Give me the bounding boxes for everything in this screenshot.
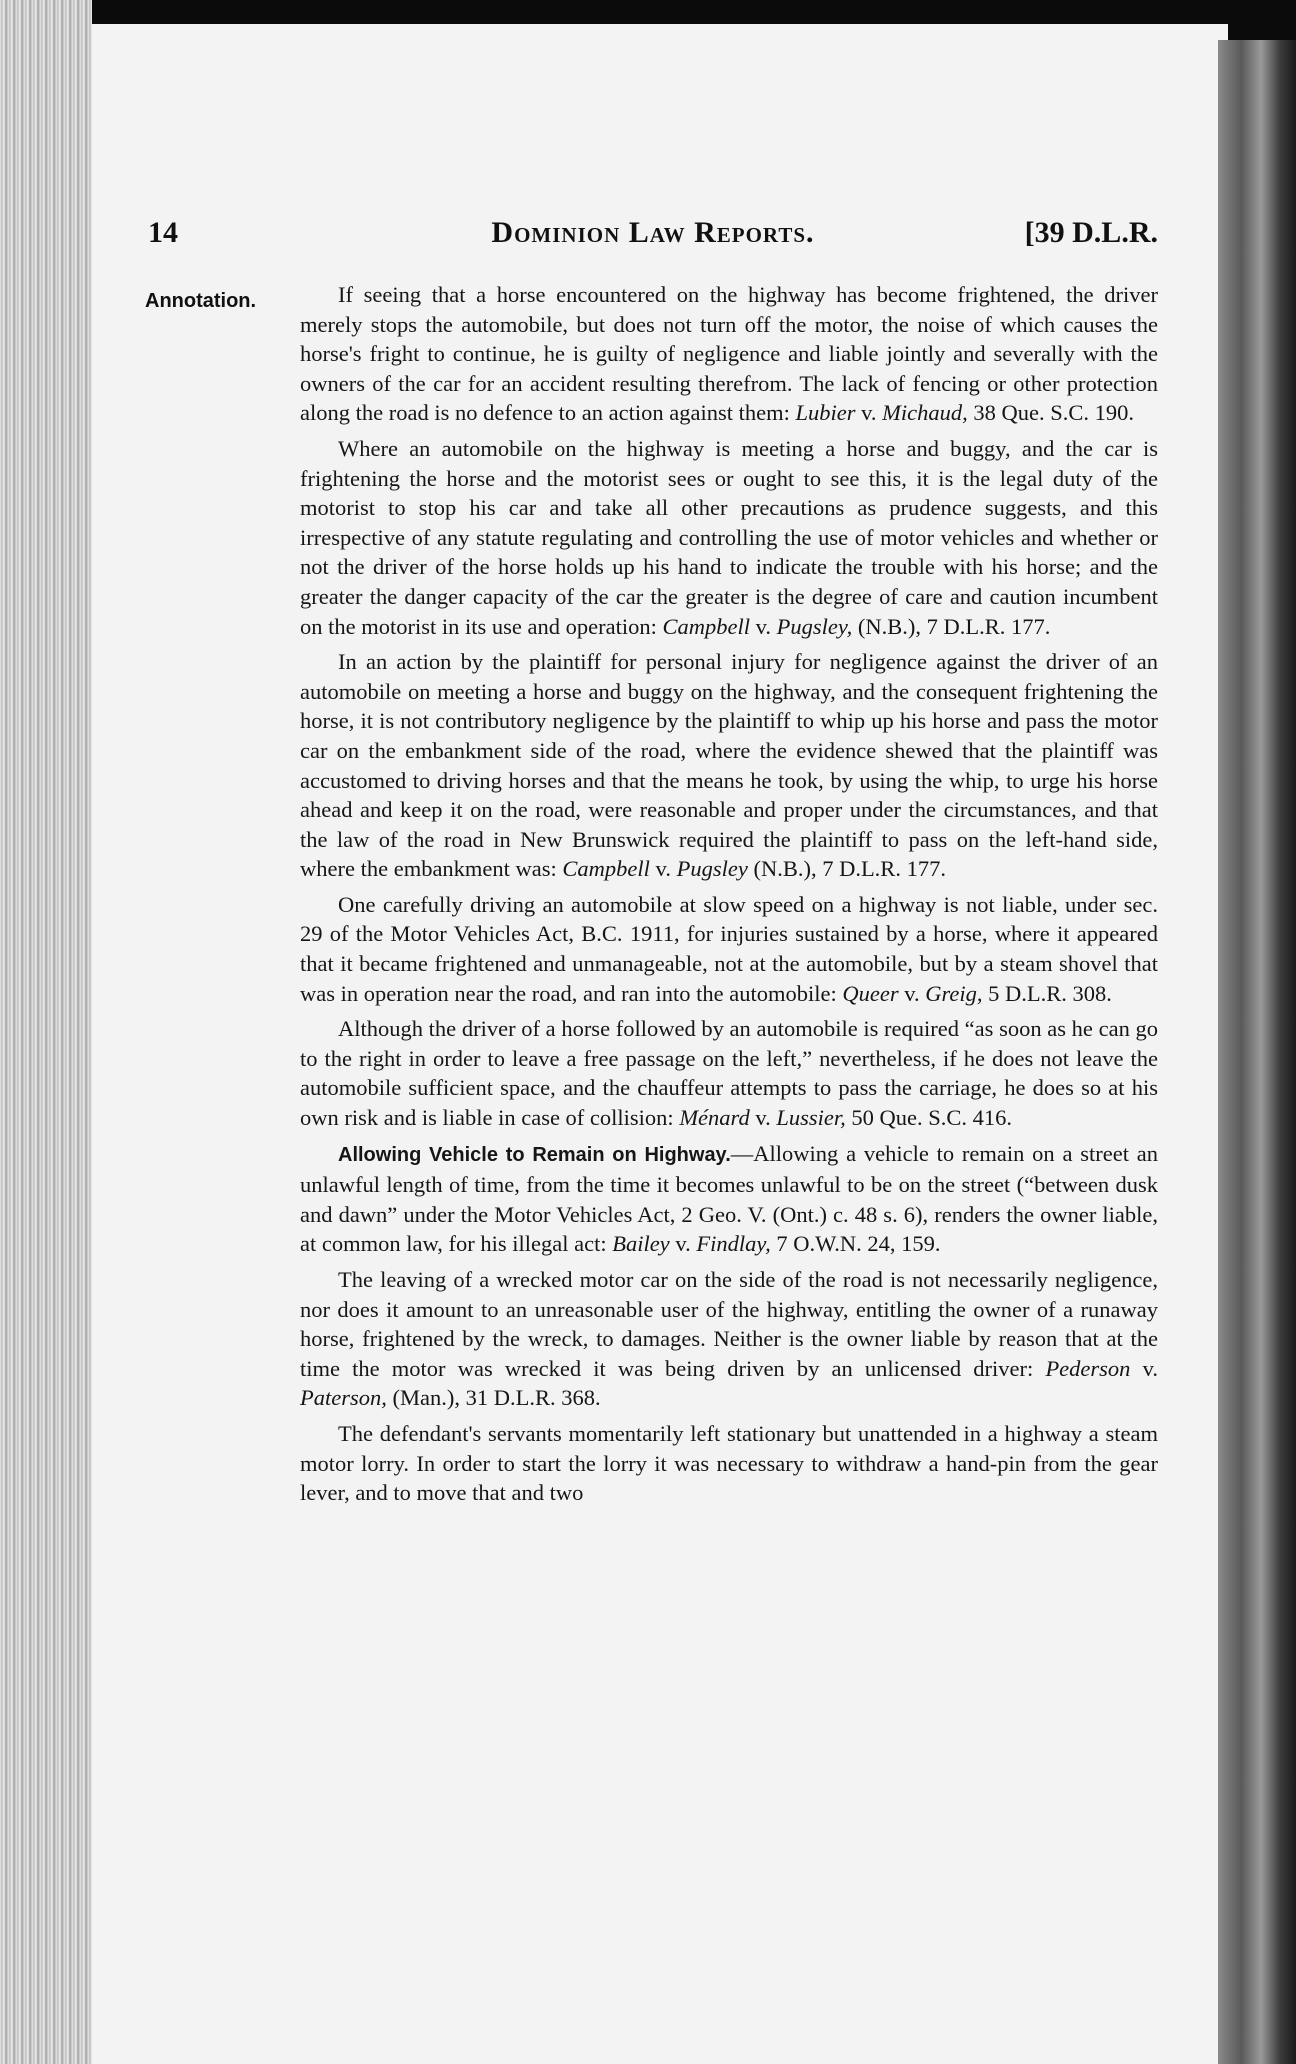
case-name: Lussier, xyxy=(776,1105,846,1131)
paragraph-text: 5 D.L.R. 308. xyxy=(982,980,1112,1006)
paragraph-text: The defendant's servants momentarily left stationary but unattended in a highway a steam motor lorry. In order to start the lorry it was necessary to withdraw a hand-pin from the gear lever, and to move that and two xyxy=(300,1420,1158,1506)
case-name: Findlay, xyxy=(696,1231,771,1257)
paragraph-text: —Allowing a vehicle to remain on a street an unlawful length of time, from the time it becomes unlawful to be on the street (“between dusk and dawn” under the Motor Vehicles Act, 2 Geo. V. (Ont.) c. 48 s. 6), renders the owner liable, at common law, for his illegal act: xyxy=(300,1140,1158,1257)
paragraph-text: v. xyxy=(749,1105,777,1131)
case-name: Ménard xyxy=(679,1105,750,1131)
case-name: Campbell xyxy=(662,613,750,639)
book-page-edges xyxy=(0,0,92,2064)
paragraph-text: If seeing that a horse encountered on the highway has become frightened, the driver merely stops the automobile, but does not turn off the motor, the noise of which causes the horse's fright to continue, he is guilty of negligence and liable jointly and severally with the owners of the car for an accident resulting therefrom. The lack of fencing or other protection along the road is no defence to an action against them: xyxy=(300,282,1158,426)
paragraph-text: (Man.), 31 D.L.R. 368. xyxy=(386,1385,601,1411)
paragraph-text: One carefully driving an automobile at slow speed on a highway is not liable, under sec. 29 of the Motor Vehicles Act, B.C. 1911, for injuries sustained by a horse, where it appeared that it became frightened and unmanageable, not at the automobile, but by a steam shovel that was in operation near the road, and ran into the automobile: xyxy=(300,891,1158,1006)
case-name: Lubier xyxy=(795,400,856,426)
paragraph-text: 38 Que. S.C. 190. xyxy=(967,400,1135,426)
paragraph xyxy=(300,280,1158,428)
paragraph xyxy=(300,434,1158,641)
running-title: Dominion Law Reports. xyxy=(491,216,815,249)
case-name: Bailey xyxy=(612,1231,670,1257)
case-name: Pugsley xyxy=(676,856,748,882)
paragraph xyxy=(300,1419,1158,1508)
paragraph-text: v. xyxy=(855,400,883,426)
paragraph-text: Although the driver of a horse followed by an automobile is required “as soon as he can go to the right in order to leave a free passage on the left,” nevertheless, if he does not leave the automobile sufficient space, and the chauffeur attempts to pass the carriage, he does so at his own risk and is liable in case of collision: xyxy=(300,1016,1158,1131)
case-name: Paterson, xyxy=(300,1385,387,1411)
paragraph xyxy=(300,647,1158,884)
paragraph-text: 7 O.W.N. 24, 159. xyxy=(770,1231,941,1257)
case-name: Campbell xyxy=(562,856,650,882)
annotation-body xyxy=(300,280,1158,1514)
paragraph-text: (N.B.), 7 D.L.R. 177. xyxy=(747,856,946,882)
section-heading: Allowing Vehicle to Remain on Highway. xyxy=(338,1143,731,1166)
case-name: Pugsley, xyxy=(776,613,853,639)
scan-border xyxy=(500,0,1296,24)
paragraph xyxy=(300,1265,1158,1413)
paragraph-text: The leaving of a wrecked motor car on the side of the road is not necessarily negligence, nor does it amount to an unreasonable user of the highway, entitling the owner of a runaway horse, frightened by the wreck, to damages. Neither is the owner liable by reason that at the time the motor was wrecked it was being driven by an unlicensed driver: xyxy=(300,1267,1158,1381)
paragraph-text: v. xyxy=(649,856,677,882)
case-name: Greig, xyxy=(925,980,983,1006)
paragraph-text: v. xyxy=(1130,1355,1158,1381)
paragraph-text: Where an automobile on the highway is meeting a horse and buggy, and the car is frightening the horse and the motorist sees or ought to see this, it is the legal duty of the motorist to stop his car and take all other precautions as prudence suggests, and this irrespective of any statute regulating and controlling the use of motor vehicles and whether or not the driver of the horse holds up his hand to indicate the trouble with his horse; and the greater the danger capacity of the car the greater is the degree of care and caution incumbent on the motorist in its use and operation: xyxy=(300,435,1158,639)
paragraph-text: 50 Que. S.C. 416. xyxy=(845,1105,1013,1131)
page-header xyxy=(148,216,1158,256)
case-name: Pederson xyxy=(1045,1355,1131,1381)
paragraph xyxy=(300,890,1158,1008)
paragraph-text: v. xyxy=(749,613,777,639)
paragraph xyxy=(300,1139,1158,1259)
book-spine-shadow xyxy=(1218,40,1296,2064)
volume-reference: [39 D.L.R. xyxy=(1024,216,1158,249)
paragraph-text: (N.B.), 7 D.L.R. 177. xyxy=(852,613,1051,639)
paragraph-text: v. xyxy=(898,980,926,1006)
paragraph-text: In an action by the plaintiff for personal injury for negligence against the driver of an automobile on meeting a horse and buggy on the highway, and the consequent frightening the horse, it is not contributory negligence by the plaintiff to whip up his horse and pass the motor car on the embankment side of the road, where the evidence shewed that the plaintiff was accustomed to driving horses and that the means he took, by using the whip, to urge his horse ahead and keep it on the road, were reasonable and proper under the circumstances, and that the law of the road in New Brunswick required the plaintiff to pass on the left-hand side, where the embankment was: xyxy=(300,649,1158,882)
paragraph-text: v. xyxy=(669,1231,697,1257)
paragraph xyxy=(300,1014,1158,1132)
page-number: 14 xyxy=(148,216,178,249)
annotation-side-label: Annotation. xyxy=(145,290,257,312)
case-name: Queer xyxy=(842,980,899,1006)
case-name: Michaud, xyxy=(882,400,968,426)
